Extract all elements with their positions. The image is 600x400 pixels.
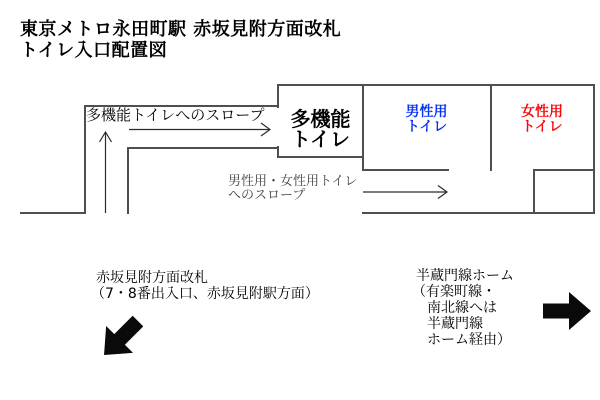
mens-womens-slope-line-1: 男性用・女性用トイレ: [228, 174, 358, 189]
multi-function-toilet-label: [278, 109, 363, 149]
wall-top: [278, 84, 595, 86]
up-arrow-icon: [100, 132, 112, 213]
multi-function-slope-label: 多機能トイレへのスロープ: [86, 106, 265, 124]
mens-womens-slope-label: [228, 175, 357, 203]
platform-direction-big-arrow-icon: [543, 292, 591, 330]
womens-toilet-line-2: トイレ: [521, 119, 563, 135]
gate-annotation: [91, 271, 319, 302]
gate-annotation-line-2: （7・8番出入口、赤坂見附駅方面）: [91, 285, 319, 302]
wall-slope-inner-top: [127, 147, 279, 149]
womens-toilet-label: [491, 105, 593, 135]
platform-annotation: [412, 268, 514, 348]
wall-womens-nook-left: [533, 169, 535, 214]
title-line-1: 東京メトロ永田町駅 赤坂見附方面改札: [20, 19, 342, 40]
mens-womens-slope-right-arrow-icon: [363, 186, 447, 199]
platform-annotation-line-1: 半蔵門線ホーム: [416, 268, 514, 284]
platform-annotation-line-2: （有楽町線・: [412, 284, 496, 300]
wall-bottom-corridor: [362, 212, 595, 214]
wall-multi-room-bottom: [277, 156, 364, 158]
wall-slope-inner-left: [127, 147, 129, 214]
multi-slope-right-arrow-icon: [129, 123, 270, 136]
wall-right: [593, 84, 595, 214]
mens-womens-slope-line-2: へのスロープ: [228, 188, 306, 203]
wall-mens-bottom: [362, 169, 449, 171]
mens-toilet-line-1: 男性用: [405, 104, 448, 120]
wall-womens-nook-top: [533, 169, 595, 171]
womens-toilet-line-1: 女性用: [521, 104, 563, 120]
gate-direction-big-arrow-icon: [91, 308, 152, 369]
multi-function-toilet-line-1: 多機能: [290, 107, 351, 131]
platform-annotation-line-3: 南北線へは: [427, 300, 497, 316]
gate-annotation-line-1: 赤坂見附方面改札: [96, 270, 208, 286]
platform-annotation-line-5: ホーム経由）: [427, 332, 511, 348]
wall-slope-outer-bottom: [20, 212, 86, 214]
multi-function-toilet-line-2: トイレ: [291, 127, 350, 151]
page-title: [20, 19, 341, 61]
platform-annotation-line-4: 半蔵門線: [427, 316, 483, 332]
mens-toilet-line-2: トイレ: [405, 119, 448, 135]
title-line-2: トイレ入口配置図: [20, 40, 168, 61]
mens-toilet-label: [363, 105, 490, 135]
